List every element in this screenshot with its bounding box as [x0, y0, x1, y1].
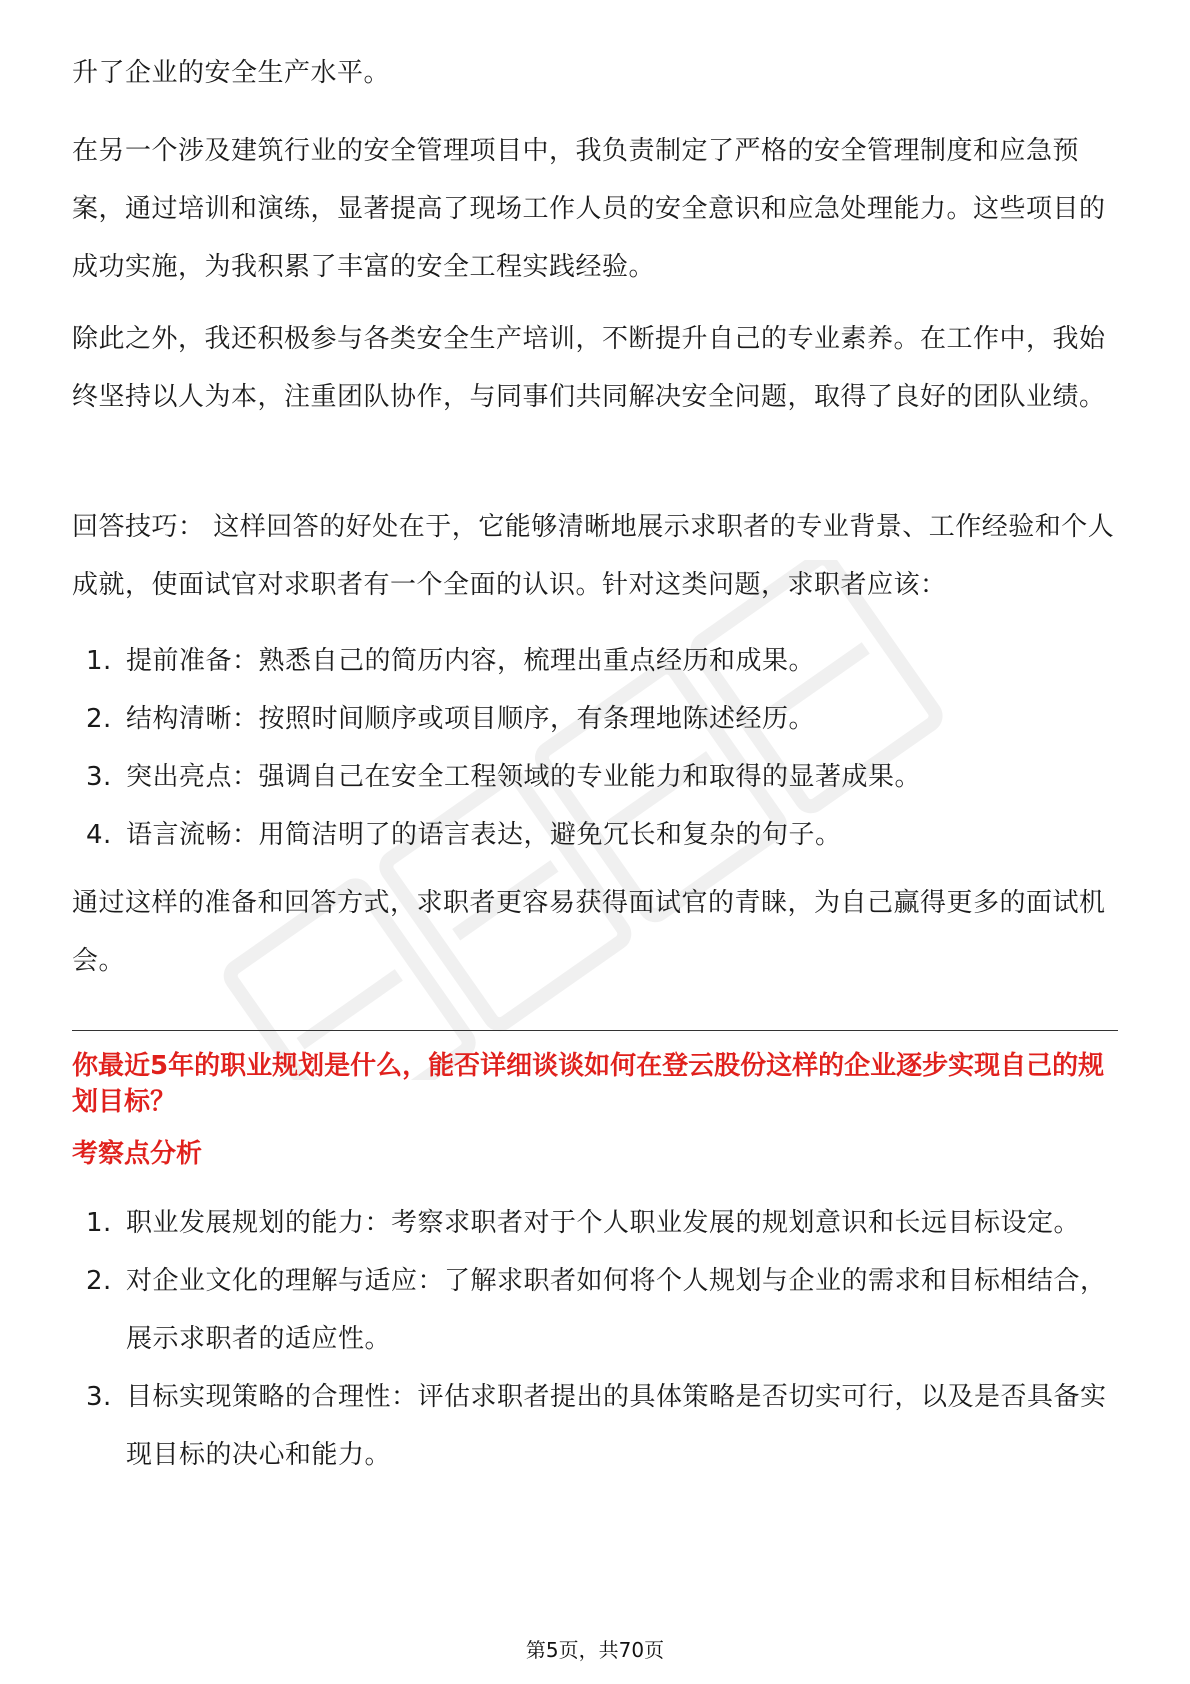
- list-item-text: 语言流畅：用简洁明了的语言表达，避免冗长和复杂的句子。: [126, 820, 842, 850]
- list-item-text: 结构清晰：按照时间顺序或项目顺序，有条理地陈述经历。: [126, 704, 816, 734]
- question-block: [72, 1048, 1118, 1120]
- paragraph-2: [72, 122, 1118, 296]
- list-item-number: 2.: [86, 1266, 112, 1296]
- list-item: [72, 748, 1118, 806]
- analysis-list: [72, 1194, 1118, 1484]
- paragraph-text: 在另一个涉及建筑行业的安全管理项目中，我负责制定了严格的安全管理制度和应急预案，通过培训和演练，显著提高了现场工作人员的安全意识和应急处理能力。这些项目的成功实施，为我积累了丰富的安全工程实践经验。: [72, 136, 1106, 282]
- list-item-number: 2.: [86, 704, 112, 734]
- list-item: [72, 1368, 1118, 1484]
- list-item-number: 3.: [86, 1382, 112, 1412]
- paragraph-1: [72, 44, 1118, 102]
- paragraph-5: [72, 874, 1118, 990]
- list-item-number: 4.: [86, 820, 112, 850]
- list-item: [72, 632, 1118, 690]
- list-item: [72, 806, 1118, 864]
- tips-list: [72, 632, 1118, 864]
- list-item: [72, 1194, 1118, 1252]
- analysis-heading: 考察点分析: [72, 1139, 203, 1169]
- paragraph-text: 升了企业的安全生产水平。: [72, 58, 391, 88]
- page-footer: 第5页，共70页: [525, 1638, 665, 1662]
- paragraph-3: [72, 310, 1118, 426]
- paragraph-text: 除此之外，我还积极参与各类安全生产培训，不断提升自己的专业素养。在工作中，我始终坚持以人为本，注重团队协作，与同事们共同解决安全问题，取得了良好的团队业绩。: [72, 324, 1106, 412]
- list-item-text: 对企业文化的理解与适应：了解求职者如何将个人规划与企业的需求和目标相结合，展示求职者的适应性。: [126, 1266, 1107, 1354]
- question-heading: 你最近5年的职业规划是什么，能否详细谈谈如何在登云股份这样的企业逐步实现自己的规划目标？: [72, 1051, 1105, 1117]
- list-item-number: 1.: [86, 646, 112, 676]
- list-item-text: 提前准备：熟悉自己的简历内容，梳理出重点经历和成果。: [126, 646, 816, 676]
- list-item: [72, 1252, 1118, 1368]
- section-divider: [72, 1030, 1118, 1031]
- analysis-heading-block: [72, 1134, 1118, 1174]
- paragraph-text: 通过这样的准备和回答方式，求职者更容易获得面试官的青睐，为自己赢得更多的面试机会。: [72, 888, 1106, 976]
- list-item-text: 突出亮点：强调自己在安全工程领域的专业能力和取得的显著成果。: [126, 762, 922, 792]
- answer-tips-paragraph: [72, 498, 1118, 614]
- list-item-number: 1.: [86, 1208, 112, 1238]
- list-item-text: 职业发展规划的能力：考察求职者对于个人职业发展的规划意识和长远目标设定。: [126, 1208, 1081, 1238]
- list-item-number: 3.: [86, 762, 112, 792]
- list-item: [72, 690, 1118, 748]
- list-item-text: 目标实现策略的合理性：评估求职者提出的具体策略是否切实可行，以及是否具备实现目标的决心和能力。: [126, 1382, 1107, 1470]
- paragraph-text: 回答技巧： 这样回答的好处在于，它能够清晰地展示求职者的专业背景、工作经验和个人成就，使面试官对求职者有一个全面的认识。针对这类问题，求职者应该：: [72, 512, 1115, 600]
